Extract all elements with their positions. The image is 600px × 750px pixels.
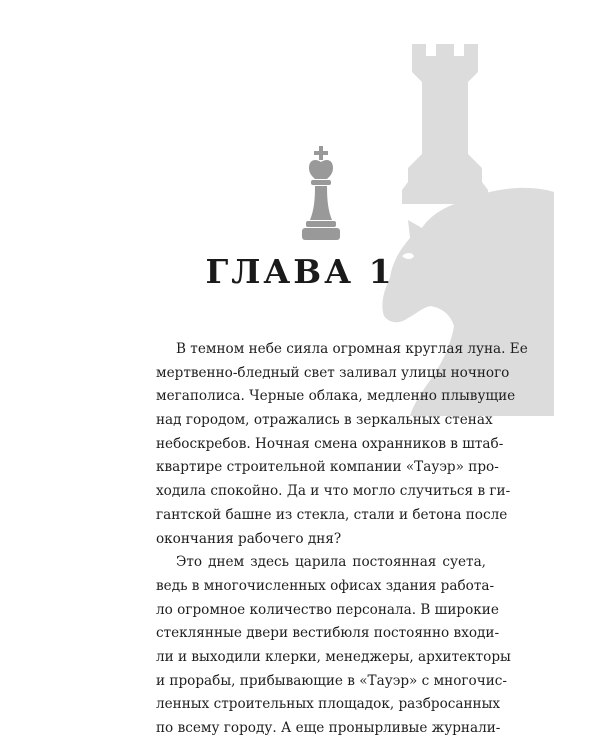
- text-line: ведь в многочисленных офисах здания работа-: [156, 577, 495, 594]
- text-line: ленных строительных площадок, разбросанных: [156, 696, 501, 713]
- text-line: В темном небе сияла огромная круглая луна. Ее: [176, 341, 528, 357]
- text-line: окончания рабочего дня?: [156, 530, 342, 547]
- rook-icon: [402, 42, 488, 204]
- text-line: ло огромное количество персонала. В широкие: [156, 601, 499, 618]
- text-line: мегаполиса. Черные облака, медленно плывущие: [156, 388, 516, 405]
- text-line: небоскребов. Ночная смена охранников в штаб-: [156, 435, 504, 452]
- text-line: гантской башне из стекла, стали и бетона после: [156, 506, 508, 523]
- text-line: ходила спокойно. Да и что могло случиться в ги-: [156, 483, 511, 500]
- body-text: [156, 338, 528, 741]
- chapter-title: ГЛАВА 1: [205, 252, 395, 291]
- paragraph-1: [156, 338, 528, 551]
- text-line: мертвенно-бледный свет заливал улицы ночного: [156, 364, 510, 381]
- paragraph-2: [156, 551, 511, 741]
- king-icon: [297, 146, 345, 242]
- text-line: стеклянные двери вестибюля постоянно входи-: [156, 625, 500, 642]
- text-line: ли и выходили клерки, менеджеры, архитекторы: [156, 648, 511, 665]
- text-line: Это днем здесь царила постоянная суета,: [176, 554, 486, 571]
- text-line: по всему городу. А еще пронырливые журнали-: [156, 720, 501, 736]
- text-line: над городом, отражались в зеркальных стенах: [156, 412, 493, 429]
- text-line: и прорабы, прибывающие в «Тауэр» с многочис-: [156, 672, 507, 689]
- text-line: квартире строительной компании «Тауэр» про-: [156, 459, 499, 476]
